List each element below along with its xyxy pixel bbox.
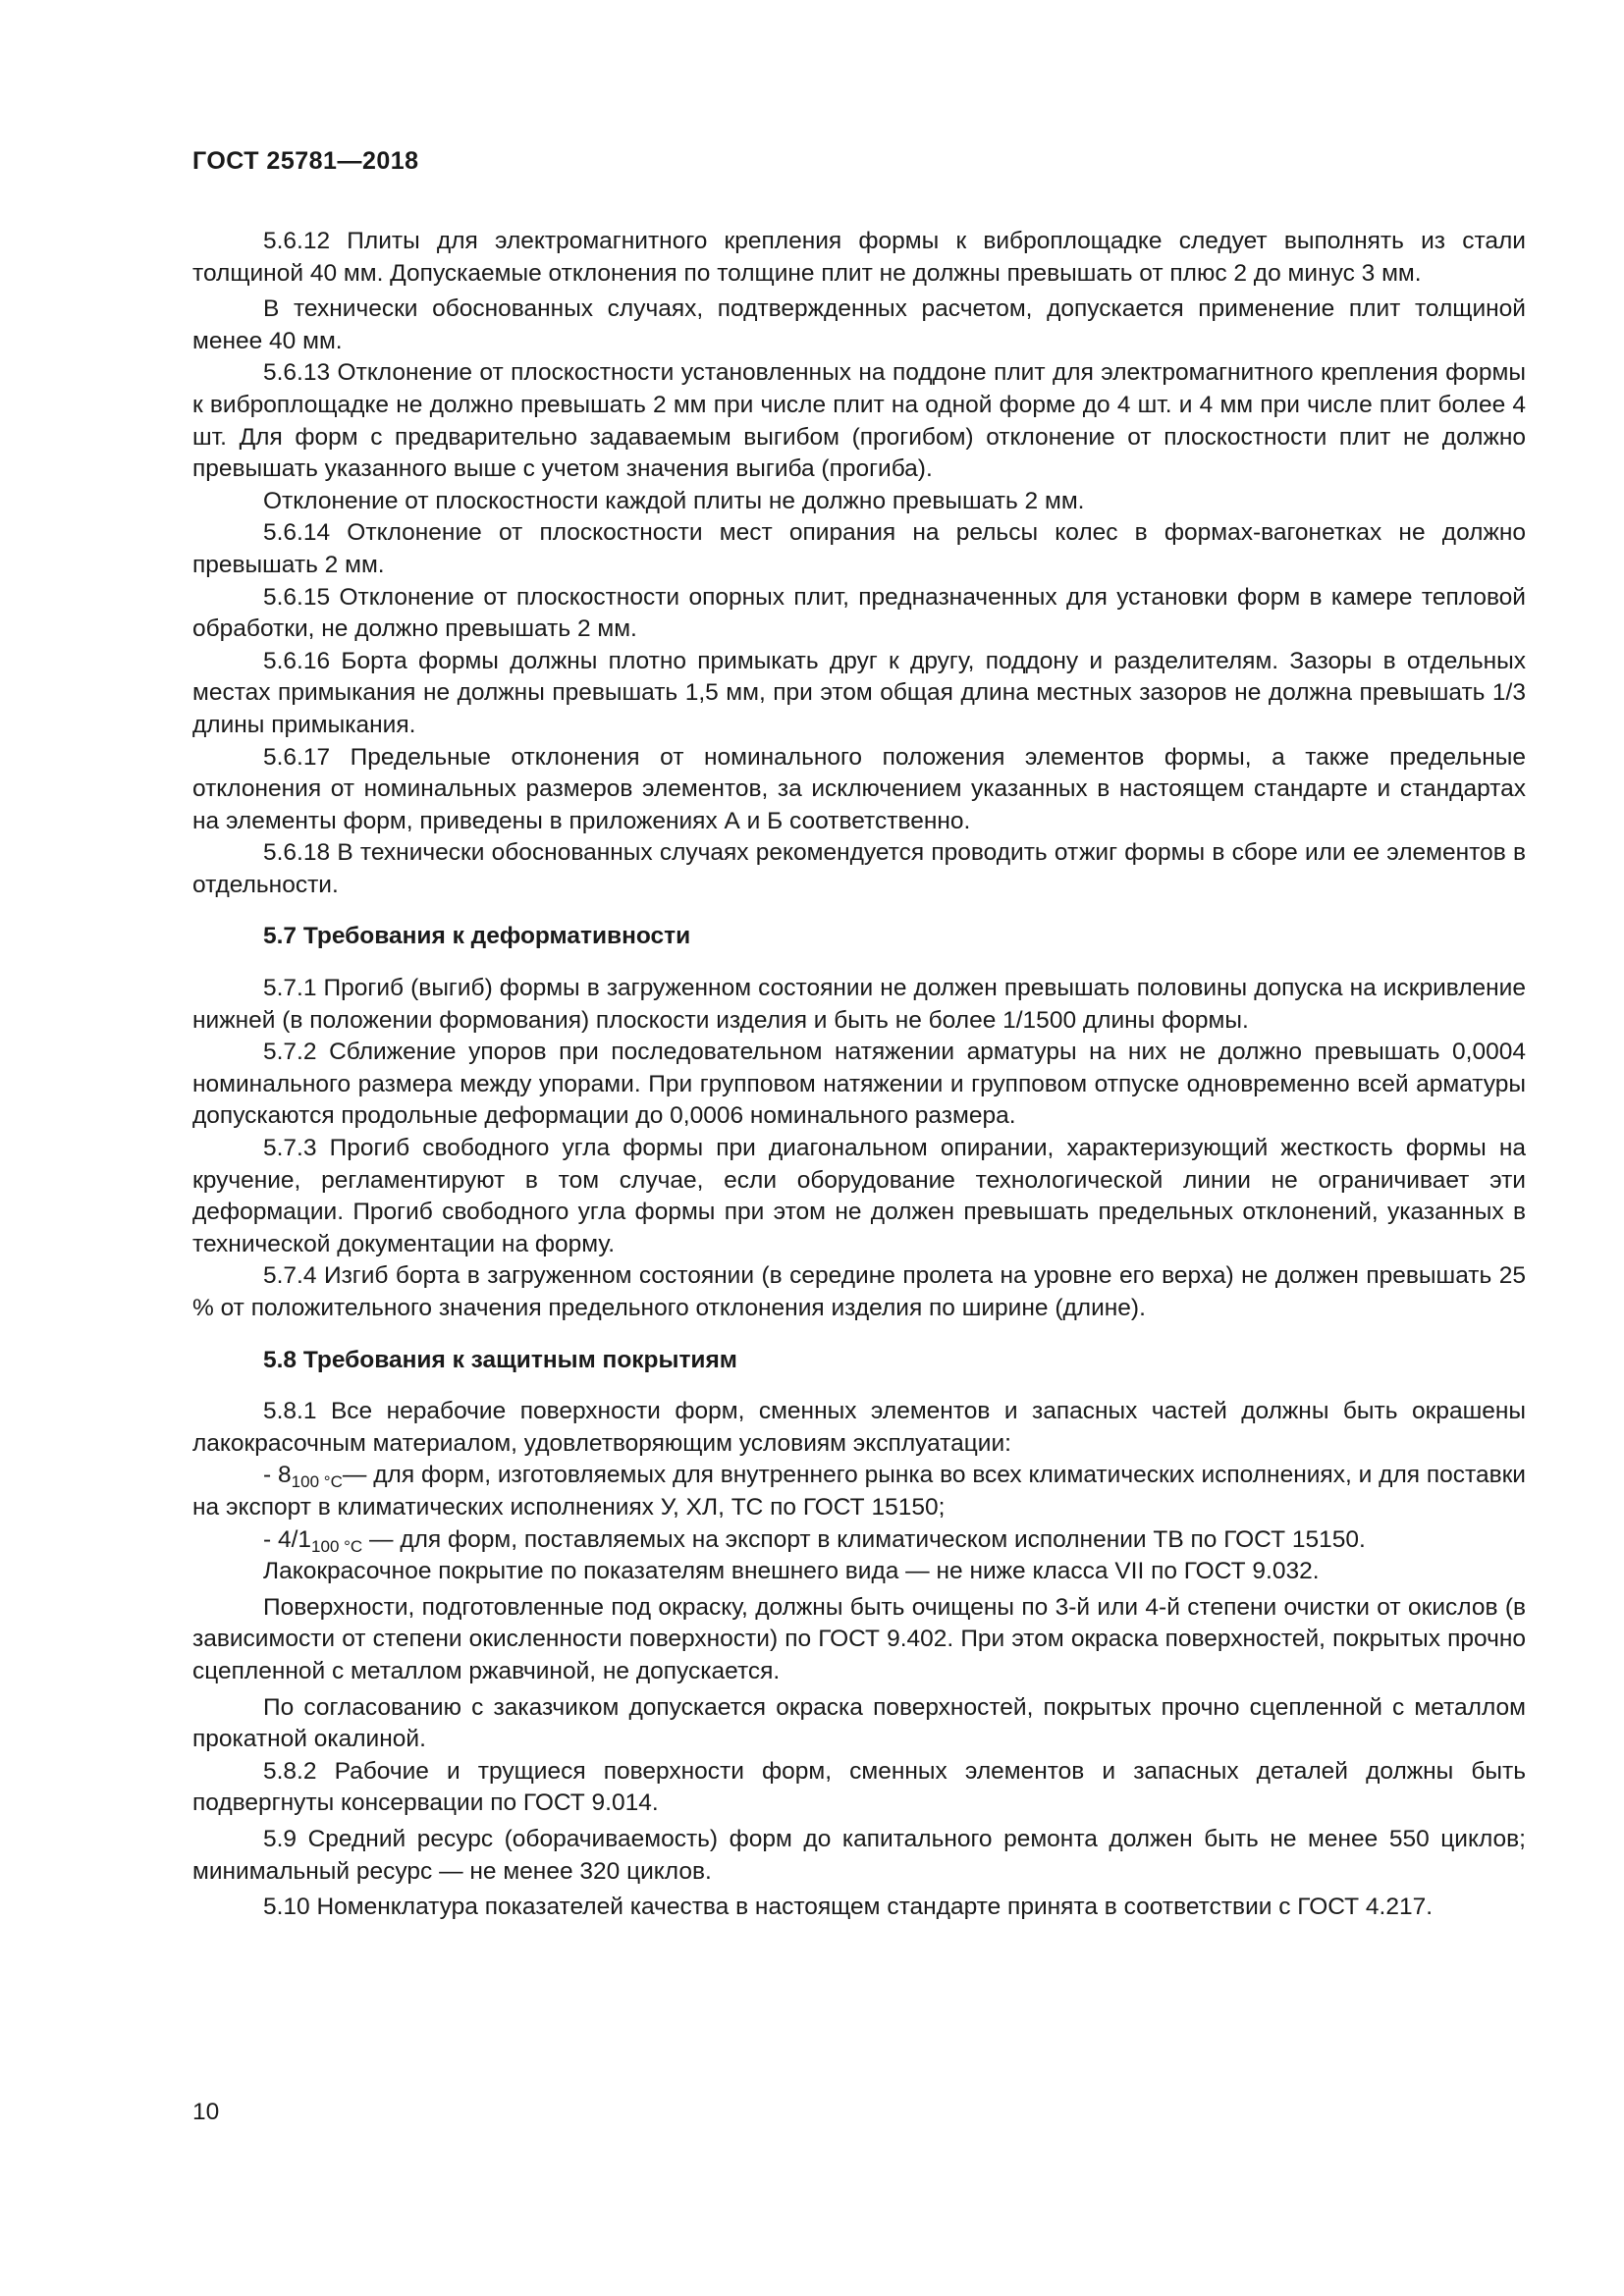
- paragraph-5-6-18: 5.6.18 В технически обоснованных случаях рекомендуется проводить отжиг формы в сборе или ее элементов в отдельности.: [192, 839, 1526, 898]
- paragraph-5-6-13: 5.6.13 Отклонение от плоскостности установленных на поддоне плит для электромагнитного крепления формы к виброплощадке не должно превышать 2 мм при числе плит на одной форме до 4 шт. и 4 мм при числе плит более 4 шт. Для форм с предварительно задаваемым выгибом (прогибом) отклонение от плоскостности плит не должно превышать указанного выше с учетом значения выгиба (прогиба).: [192, 359, 1526, 483]
- coating-description: — для форм, изготовляемых для внутреннего рынка во всех климатических исполнениях, и для поставки на экспорт в климатических исполнениях У, ХЛ, ТС по ГОСТ 15150;: [192, 1462, 1526, 1521]
- list-item-coating-8: [192, 1460, 1526, 1523]
- paragraph-5-10: 5.10 Номенклатура показателей качества в настоящем стандарте принята в соответствии с ГОСТ 4.217.: [263, 1894, 1434, 1921]
- page-number: 10: [192, 2099, 220, 2125]
- document-body: [192, 226, 1526, 1924]
- paragraph-5-6-14: 5.6.14 Отклонение от плоскостности мест опирания на рельсы колес в формах-вагонетках не должно превышать 2 мм.: [192, 519, 1526, 578]
- paragraph-coating-appearance: Лакокрасочное покрытие по показателям внешнего вида — не ниже класса VII по ГОСТ 9.032.: [263, 1558, 1320, 1585]
- paragraph-5-8-1: 5.8.1 Все нерабочие поверхности форм, сменных элементов и запасных частей должны быть окрашены лакокрасочным материалом, удовлетворяющим условиям эксплуатации:: [192, 1398, 1526, 1457]
- paragraph-5-9: 5.9 Средний ресурс (оборачиваемость) форм до капитального ремонта должен быть не менее 550 циклов; минимальный ресурс — не менее 320 циклов.: [192, 1825, 1526, 1885]
- paragraph-5-6-12-note: В технически обоснованных случаях, подтвержденных расчетом, допускается применение плит толщиной менее 40 мм.: [192, 295, 1526, 354]
- paragraph-customer-agreement: По согласованию с заказчиком допускается окраска поверхностей, покрытых прочно сцепленной с металлом прокатной окалиной.: [192, 1693, 1526, 1753]
- list-item-coating-4-1: [192, 1524, 1526, 1557]
- section-title-5-7: 5.7 Требования к деформативности: [263, 923, 691, 950]
- paragraph-5-6-16: 5.6.16 Борта формы должны плотно примыкать друг к другу, поддону и разделителям. Зазоры в отдельных местах примыкания не должны превышать 1,5 мм, при этом общая длина местных зазоров не должна превышать 1/3 длины примыкания.: [192, 647, 1526, 738]
- coating-description: — для форм, поставляемых на экспорт в климатическом исполнении ТВ по ГОСТ 15150.: [362, 1525, 1366, 1553]
- paragraph-5-6-12: 5.6.12 Плиты для электромагнитного крепления формы к виброплощадке следует выполнять из стали толщиной 40 мм. Допускаемые отклонения по толщине плит не должны превышать от плюс 2 до минус 3 мм.: [192, 228, 1526, 287]
- coating-temperature: 100 °С: [311, 1536, 363, 1556]
- paragraph-5-6-13-note: Отклонение от плоскостности каждой плиты не должно превышать 2 мм.: [263, 487, 1085, 514]
- coating-temperature: 100 °С: [291, 1472, 343, 1492]
- paragraph-5-7-3: 5.7.3 Прогиб свободного угла формы при диагональном опирании, характеризующий жесткость формы на кручение, регламентируют в том случае, если оборудование технологической линии не ограничивает эти деформации. Прогиб свободного угла формы при этом не должен превышать предельных отклонений, указанных в технической документации на форму.: [192, 1135, 1526, 1257]
- document-code: ГОСТ 25781—2018: [192, 147, 419, 175]
- coating-code: - 4/1: [263, 1525, 312, 1553]
- paragraph-surface-preparation: Поверхности, подготовленные под окраску, должны быть очищены по 3-й или 4-й степени очистки от окислов (в зависимости от степени окисленности поверхности) по ГОСТ 9.402. При этом окраска поверхностей, покрытых прочно сцепленной с металлом ржавчиной, не допускается.: [192, 1593, 1526, 1684]
- paragraph-5-8-2: 5.8.2 Рабочие и трущиеся поверхности форм, сменных элементов и запасных деталей должны быть подвергнуты консервации по ГОСТ 9.014.: [192, 1757, 1526, 1817]
- paragraph-5-6-17: 5.6.17 Предельные отклонения от номинального положения элементов формы, а также предельные отклонения от номинальных размеров элементов, за исключением указанных в настоящем стандарте и стандартах на элементы форм, приведены в приложениях А и Б соответственно.: [192, 743, 1526, 834]
- paragraph-5-7-4: 5.7.4 Изгиб борта в загруженном состоянии (в середине пролета на уровне его верха) не должен превышать 25 % от положительного значения предельного отклонения изделия по ширине (длине).: [192, 1262, 1526, 1321]
- coating-code: - 8: [263, 1462, 292, 1489]
- paragraph-5-7-2: 5.7.2 Сближение упоров при последовательном натяжении арматуры на них не должно превышать 0,0004 номинального размера между упорами. При групповом натяжении и групповом отпуске одновременно всей арматуры допускаются продольные деформации до 0,0006 номинального размера.: [192, 1039, 1526, 1130]
- paragraph-5-7-1: 5.7.1 Прогиб (выгиб) формы в загруженном состоянии не должен превышать половины допуска на искривление нижней (в положении формования) плоскости изделия и быть не более 1/1500 длины формы.: [192, 975, 1526, 1034]
- paragraph-5-6-15: 5.6.15 Отклонение от плоскостности опорных плит, предназначенных для установки форм в камере тепловой обработки, не должно превышать 2 мм.: [192, 583, 1526, 643]
- section-title-5-8: 5.8 Требования к защитным покрытиям: [263, 1346, 737, 1373]
